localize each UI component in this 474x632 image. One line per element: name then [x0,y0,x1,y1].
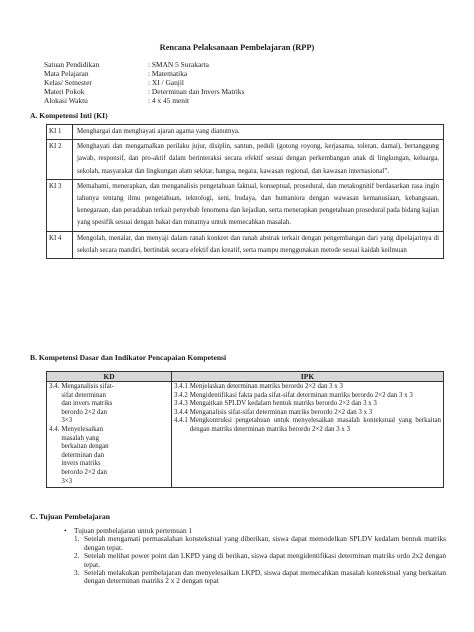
document-title: Rencana Pelaksanaan Pembelajaran (RPP) [159,43,315,52]
ipk-number: 3.4.2 [174,391,188,399]
identity-row [44,60,244,69]
column-header-kd: KD [47,372,172,382]
ki-code: KI 1 [47,125,73,140]
kd-line: Menyelesaikan [61,425,104,433]
section-heading-kd: B. Kompetensi Dasar dan Indikator Pencapaian Kompetensi [30,353,227,362]
identity-row [44,78,244,87]
kd-line: Menganalisis sifat- [61,383,114,390]
ipk-text: Mengkontruksi pengetahuan untuk menyelesaikan masalah kontekstual yang berkaitan dengan matriks determinan matriks berordo 2×2 dan 3 x 3 [189,417,441,433]
list-item [74,535,446,552]
ki-code: KI 4 [47,231,73,258]
kd-text [61,426,169,486]
table-row [47,231,444,258]
kd-item [49,383,169,426]
identity-label: Materi Pokok [44,87,85,96]
identity-label: Alokasi Waktu [44,96,88,105]
goal-number: 1. [74,534,80,544]
kd-line: 3×3 [61,417,73,425]
ipk-item [174,392,441,401]
ki-code: KI 3 [47,179,73,231]
kd-line: berordo 2×2 dan [61,408,107,416]
identity-value: : SMAN 5 Surakarta [148,60,209,69]
ki-text: Menghayati dan mengamalkan perilaku jujur, disiplin, santun, peduli (gotong royong, kerjasama, toleran, damai), bertanggung jawab, responsif, dan pro-aktif dalam berinteraksi secara efektif sesuai dengan perkembangan anak di lingkungan, keluarga, sekolah, masyarakat dan lingkungan alam sekitar, bangsa, negara, kawasan regional, dan kawasan internasional”. [73,140,444,180]
kd-number: 3.4. [49,383,60,390]
table-row [47,140,444,180]
identity-label: Satuan Pendidikan [44,60,100,69]
goal-text: Setelah mengamati permasalahan konstekstual yang diberikan, siswa dapat memodelkan SPLDV kedalam bentuk matriks dengan tepat. [84,534,446,552]
column-header-ipk: IPK [172,372,444,382]
ipk-item [174,400,441,409]
ipk-number: 4.4.1 [174,417,188,425]
goals-bullet-text: Tujuan pembelajaran untuk pertemuan 1 [74,526,193,535]
section-heading-ki: A. Kompetensi Inti (KI) [30,111,108,120]
kd-text [61,383,169,426]
ipk-number: 3.4.3 [174,400,188,408]
identity-row [44,96,244,105]
kd-line: masalah yang [61,434,100,442]
ipk-text: Mengaitkan SPLDV kedalam bentuk matriks berordo 2×2 dan 3 x 3 [189,400,377,408]
bullet-icon: • [64,526,67,535]
goals-block [64,527,446,586]
identity-value: : Matematika [148,69,188,78]
ipk-cell [172,382,444,488]
ki-code: KI 2 [47,140,73,180]
kd-line: dan invers matriks [61,400,113,408]
identity-value: : 4 x 45 menit [148,96,190,105]
kd-cell [47,382,172,488]
kd-line: sifat determinan [61,391,106,399]
table-header-row [47,372,444,382]
identity-row [44,69,244,78]
list-item [74,569,446,586]
goal-text: Setelah melihat power point dan LKPD yang di berikan, siswa dapat mengidentifikasi determinan matriks ordo 2x2 dengan tepat. [84,551,446,569]
table-row [47,382,444,488]
ipk-text: Menjelaskan determinan matriks berordo 2×2 dan 3 x 3 [189,383,343,390]
kd-line: berkaitan dengan [61,443,109,451]
identity-row [44,87,244,96]
identity-value: : XI / Ganjil [148,78,184,87]
ki-text: Mengolah, menalar, dan menyaji dalam ranah konkret dan ranah abstrak terkait dengan pengembangan dari yang dipelajarinya di sekolah secara mandiri, bertindak secara efektif dan kreatif, serta mampu menggunakan metode sesuai kaidah keilmuan [73,231,444,258]
ipk-item [174,409,441,418]
ipk-number: 3.4.1 [174,383,188,390]
goal-number: 3. [74,568,80,578]
ipk-text: Mengidentifikasi fakta pada sifat-sifat determinan matriks berordo 2×2 dan 3 x 3 [189,391,413,399]
kd-number: 4.4. [49,425,60,433]
ipk-item [174,383,441,392]
ipk-number: 3.4.4 [174,408,188,416]
kd-item [49,426,169,486]
goals-list [64,535,446,585]
identity-value: : Determinan dan Invers Matriks [148,87,245,96]
ipk-text: Menganalisis sifat-sifat determinan matriks berordo 2×2 dan 3 x 3 [189,408,373,416]
kd-line: berordo 2×2 dan [61,468,107,476]
table-row [47,179,444,231]
kd-line: determinan dan [61,451,105,459]
kd-line: 3×3 [61,477,73,485]
ki-text: Memahami, menerapkan, dan menganalisis pengetahuan faktual, konseptual, prosedural, dan metakognitif berdasarkan rasa ingin tahunya tentang ilmu pengetahuan, teknologi, seni, budaya, dan humaniora dengan wawasan kemanusiaan, kebangsaan, kenegaraan, dan peradaban terkait penyebab fenomena dan kejadian, serta menerapkan pengetahuan prosedural pada bidang kajian yang spesifik sesuai dengan bakat dan minatnya untuk memecahkan masalah. [73,179,444,231]
section-heading-tujuan: C. Tujuan Pembelajaran [30,512,110,521]
identity-label: Kelas/ Semester [44,78,92,87]
goal-number: 2. [74,551,80,561]
ipk-item [174,417,441,434]
identity-label: Mata Pelajaran [44,69,89,78]
kd-line: invers matriks [61,460,101,468]
table-row [47,125,444,140]
ki-text: Menghargai dan menghayati ajaran agama yang dianutnya. [73,125,444,140]
ki-table [46,124,444,259]
identity-block [44,60,244,105]
list-item [74,552,446,569]
kd-ipk-table [46,371,444,488]
goal-text: Setelah melakukan pembelajaran dan menyelesaikan LKPD, siswa dapat memecahkan masalah kontekstual yang berkaitan dengan determinan matriks 2 x 2 dengan tepat [84,568,446,586]
